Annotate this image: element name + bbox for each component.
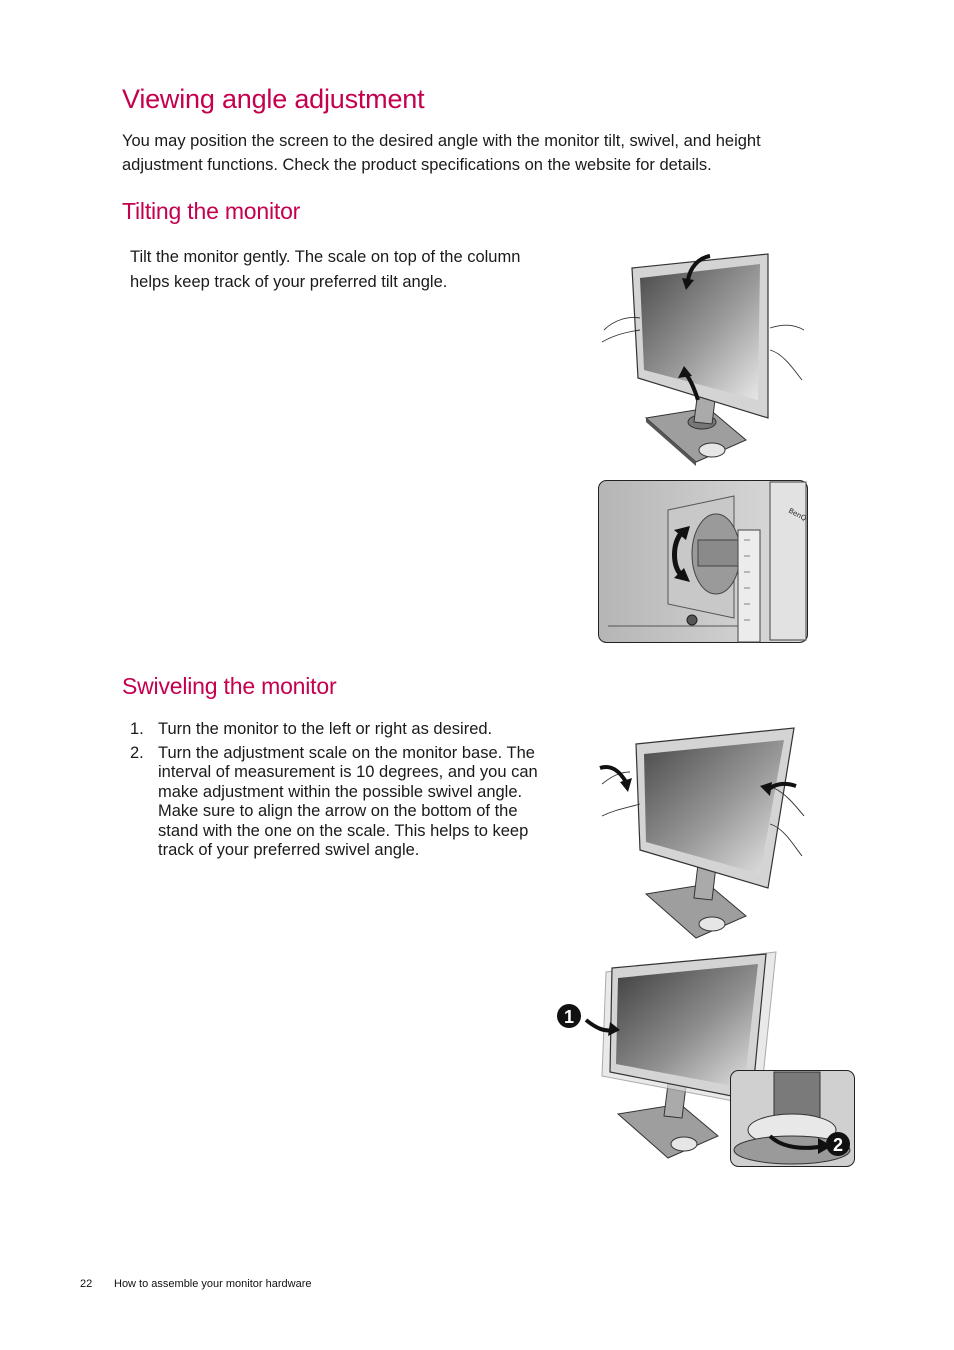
swivel-base-illustration: [556, 950, 858, 1170]
step-number: 2.: [130, 743, 144, 762]
intro-paragraph: You may position the screen to the desired angle with the monitor tilt, swivel, and height adjustment functions. Check the product specifications on the website for details.: [122, 132, 761, 174]
footer-section-title: How to assemble your monitor hardware: [114, 1278, 312, 1290]
step-number: 1.: [130, 720, 144, 738]
step-text: Turn the monitor to the left or right as desired.: [158, 720, 493, 738]
list-item: [130, 720, 540, 740]
swivel-steps-list: [130, 720, 540, 865]
page-title: Viewing angle adjustment: [122, 84, 425, 114]
step-text: Turn the adjustment scale on the monitor base. The interval of measurement is 10 degrees, and you can make adjustment within the possible swivel angle. Make sure to align the arrow on the bottom of the stand with the one on the scale. This helps to keep track of your preferred swivel angle.: [158, 743, 538, 859]
callout-one: 1: [563, 1007, 575, 1027]
brand-label: BenQ: [787, 506, 808, 523]
tilting-heading: Tilting the monitor: [122, 198, 301, 224]
tilting-body: Tilt the monitor gently. The scale on top of the column helps keep track of your preferred tilt angle.: [130, 248, 521, 291]
callout-two: 2: [832, 1135, 844, 1155]
swivel-monitor-illustration: [598, 724, 810, 942]
swiveling-heading: Swiveling the monitor: [122, 673, 337, 699]
page-number: 22: [80, 1278, 93, 1290]
tilt-monitor-illustration: [598, 250, 810, 470]
list-item: [130, 744, 540, 861]
tilt-scale-closeup: [598, 480, 808, 643]
